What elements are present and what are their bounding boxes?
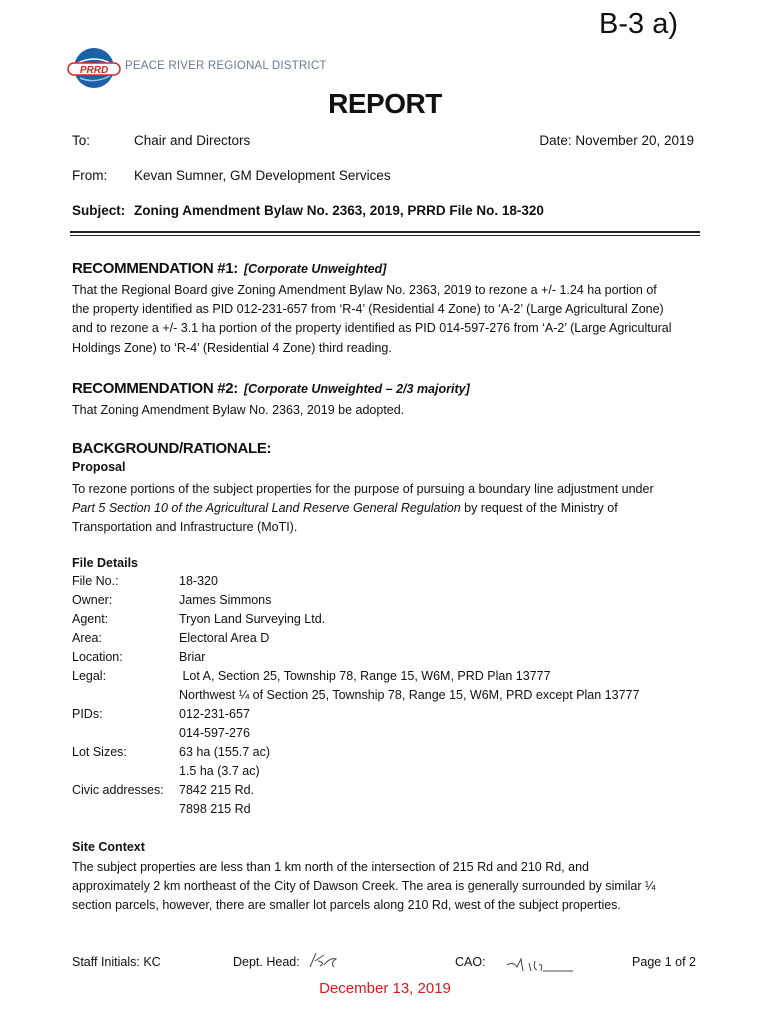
dept-head-label: Dept. Head:: [233, 955, 300, 969]
prrd-logo: [66, 44, 122, 90]
regulation-reference: Part 5 Section 10 of the Agricultural Land Reserve General Regulation: [72, 501, 461, 516]
agenda-reference: B-3 a): [599, 8, 678, 40]
file-detail-value: 014-597-276: [179, 726, 250, 740]
file-detail-value: James Simmons: [179, 593, 272, 607]
recommendation-1-heading: [72, 260, 386, 277]
subject-label: Subject:: [72, 203, 126, 218]
site-context-text: [72, 858, 702, 916]
file-detail-value: Lot A, Section 25, Township 78, Range 15, W6M, PRD Plan 13777: [179, 669, 551, 683]
proposal-heading: Proposal: [72, 460, 126, 474]
rec1-line: and to rezone a +/- 3.1 ha portion of the property identified as PID 014-597-276 from ‘A-2’ (Large Agricultural: [72, 321, 672, 336]
to-label: To:: [72, 133, 91, 148]
file-detail-value: 7898 215 Rd: [179, 802, 251, 816]
file-detail-label: Agent:: [72, 612, 109, 626]
file-detail-label: PIDs:: [72, 707, 103, 721]
cao-label: CAO:: [455, 955, 486, 969]
file-detail-label: Legal:: [72, 669, 107, 683]
header-divider-thin: [70, 235, 700, 236]
proposal-line-rest: by request of the Ministry of: [460, 501, 618, 516]
site-context-line: section parcels, however, there are smaller lot parcels along 210 Rd, west of the subject properties.: [72, 898, 621, 913]
report-title: REPORT: [328, 88, 442, 119]
rec1-line: Holdings Zone) to ‘R-4’ (Residential 4 Zone) third reading.: [72, 340, 392, 355]
recommendation-2-tag: [Corporate Unweighted – 2/3 majority]: [244, 382, 470, 396]
recommendation-1-title: RECOMMENDATION #1:: [72, 260, 238, 277]
background-heading: BACKGROUND/RATIONALE:: [72, 440, 272, 457]
proposal-line: To rezone portions of the subject properties for the purpose of pursuing a boundary line adjustment under: [72, 482, 654, 496]
site-context-line: approximately 2 km northeast of the City of Dawson Creek. The area is generally surrounded by similar ¼: [72, 879, 656, 894]
site-context-heading: Site Context: [72, 840, 145, 854]
recommendation-2-title: RECOMMENDATION #2:: [72, 380, 238, 397]
org-name: PEACE RIVER REGIONAL DISTRICT: [125, 60, 327, 72]
file-details-heading: File Details: [72, 556, 138, 570]
file-detail-value: Electoral Area D: [179, 631, 270, 645]
file-detail-label: File No.:: [72, 574, 119, 588]
file-detail-value: Tryon Land Surveying Ltd.: [179, 612, 326, 626]
file-detail-label: Area:: [72, 631, 102, 645]
proposal-line: [72, 499, 702, 518]
file-detail-label: Lot Sizes:: [72, 745, 127, 759]
received-date-stamp: December 13, 2019: [319, 980, 451, 997]
file-detail-value: Northwest ¼ of Section 25, Township 78, Range 15, W6M, PRD except Plan 13777: [179, 688, 640, 702]
report-date: Date: November 20, 2019: [539, 133, 694, 148]
proposal-text: [72, 480, 702, 538]
dept-head-signature: [306, 949, 340, 971]
file-detail-value: 63 ha (155.7 ac): [179, 745, 271, 759]
file-detail-label: Location:: [72, 650, 123, 664]
header-divider: [70, 231, 700, 233]
page-number: Page 1 of 2: [632, 955, 696, 969]
to-value: Chair and Directors: [134, 133, 251, 148]
site-context-line: The subject properties are less than 1 km north of the intersection of 215 Rd and 210 Rd, and: [72, 860, 589, 874]
file-detail-value: 012-231-657: [179, 707, 250, 721]
file-detail-value: 18-320: [179, 574, 218, 588]
file-detail-value: 7842 215 Rd.: [179, 783, 255, 797]
subject-value: Zoning Amendment Bylaw No. 2363, 2019, PRRD File No. 18-320: [134, 203, 544, 218]
recommendation-1-tag: [Corporate Unweighted]: [244, 262, 387, 276]
logo-abbr: PRRD: [79, 65, 109, 76]
from-label: From:: [72, 168, 108, 183]
file-detail-label: Owner:: [72, 593, 113, 607]
recommendation-2-heading: [72, 380, 470, 397]
recommendation-2-text: That Zoning Amendment Bylaw No. 2363, 2019 be adopted.: [72, 403, 405, 417]
proposal-line: Transportation and Infrastructure (MoTI).: [72, 520, 298, 535]
file-detail-value: Briar: [179, 650, 206, 664]
rec1-line: That the Regional Board give Zoning Amendment Bylaw No. 2363, 2019 to rezone a +/- 1.24 ha portion of: [72, 283, 657, 297]
recommendation-1-text: [72, 281, 702, 358]
rec1-line: the property identified as PID 012-231-657 from ‘R-4’ (Residential 4 Zone) to ‘A-2’ (Large Agricultural Zone): [72, 302, 664, 317]
file-detail-value: 1.5 ha (3.7 ac): [179, 764, 260, 778]
from-value: Kevan Sumner, GM Development Services: [134, 168, 391, 183]
cao-signature: [505, 953, 575, 975]
file-detail-label: Civic addresses:: [72, 783, 164, 797]
staff-initials: Staff Initials: KC: [72, 955, 161, 969]
